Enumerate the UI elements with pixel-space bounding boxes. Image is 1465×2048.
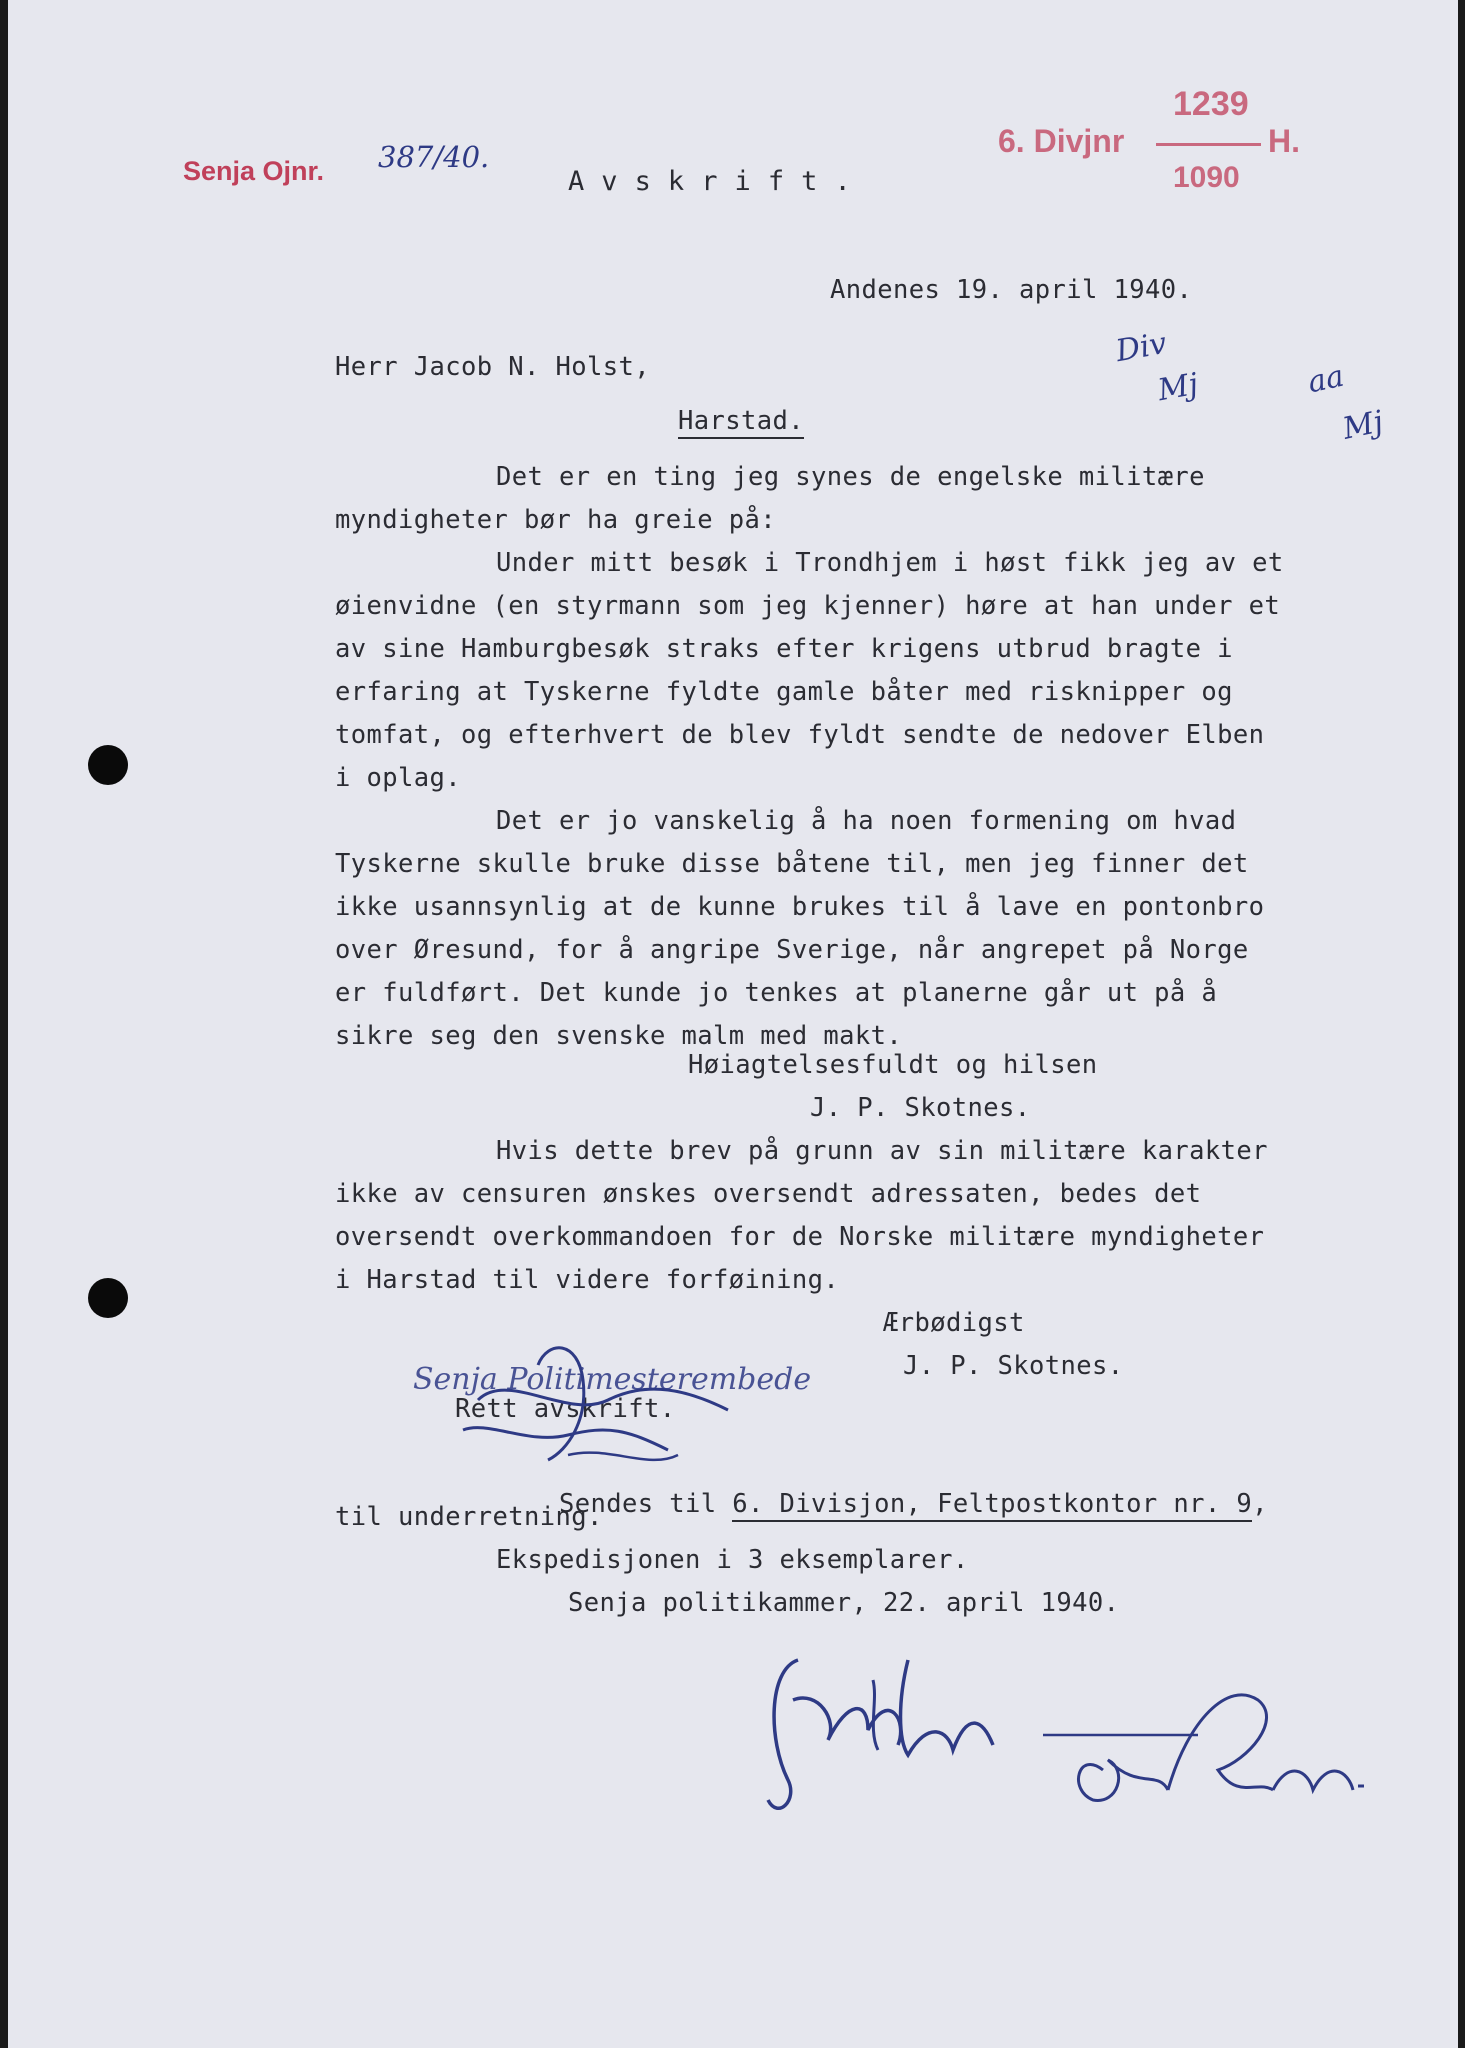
body-line: øienvidne (en styrmann som jeg kjenner) høre at han under et (335, 591, 1281, 621)
dispatch-line-2: til underretning. (335, 1502, 603, 1532)
body-line: er fuldført. Det kunde jo tenkes at planerne går ut på å (335, 978, 1218, 1008)
margin-note-mj-1: Mj (1155, 366, 1201, 409)
postscript-line: ikke av censuren ønskes oversendt adressaten, bedes det (335, 1179, 1202, 1209)
body-line: i oplag. (335, 763, 462, 793)
body-line: Tyskerne skulle bruke disse båtene til, men jeg finner det (335, 849, 1249, 879)
body-line: Det er jo vanskelig å ha noen formening om hvad (496, 806, 1237, 836)
body-line: Under mitt besøk i Trondhjem i høst fikk jeg av et (496, 548, 1284, 578)
reference-number-handwritten: 387/40. (378, 140, 490, 174)
closing-regards: Ærbødigst (883, 1308, 1025, 1338)
body-line: over Øresund, for å angripe Sverige, når angrepet på Norge (335, 935, 1249, 965)
certification-line: Rett avskrift. (455, 1394, 676, 1424)
body-line: myndigheter bør ha greie på: (335, 505, 777, 535)
document-page (8, 0, 1458, 2048)
copies-line: Ekspedisjonen i 3 eksemplarer. (496, 1545, 969, 1575)
division-stamp-subnumber: 1090 (1173, 161, 1240, 194)
official-seal-text: Senja Politimesterembede (413, 1362, 812, 1397)
place-line: Harstad. (678, 406, 804, 439)
closing-greeting: Høiagtelsesfuldt og hilsen (688, 1050, 1098, 1080)
date-line: Andenes 19. april 1940. (830, 275, 1193, 305)
dispatch-prefix: Sendes til (559, 1489, 733, 1519)
body-line: sikre seg den svenske malm med makt. (335, 1021, 903, 1051)
margin-note-div: Div (1113, 325, 1170, 370)
dispatch-target: 6. Divisjon, Feltpostkontor nr. 9 (732, 1489, 1252, 1522)
division-stamp-label: 6. Divjnr (998, 123, 1125, 159)
body-line: tomfat, og efterhvert de blev fyldt sendte de nedover Elben (335, 720, 1265, 750)
body-line: ikke usannsynlig at de kunne brukes til å lave en pontonbro (335, 892, 1265, 922)
postscript-line: oversendt overkommandoen for de Norske militære myndigheter (335, 1222, 1265, 1252)
body-line: av sine Hamburgbesøk straks efter krigens utbrud bragte i (335, 634, 1233, 664)
margin-note-aa: aa (1304, 358, 1348, 401)
margin-note-mj-2: Mj (1339, 404, 1387, 447)
journal-stamp-left: Senja Ojnr. (183, 156, 325, 186)
recipient-line: Herr Jacob N. Holst, (335, 352, 651, 382)
dispatch-suffix: , (1252, 1489, 1268, 1519)
division-stamp-number: 1239 (1173, 85, 1249, 123)
division-stamp-suffix: H. (1268, 123, 1300, 159)
handwritten-signature-right (8, 0, 1458, 2048)
postscript-line: Hvis dette brev på grunn av sin militære karakter (496, 1136, 1268, 1166)
issued-line: Senja politikammer, 22. april 1940. (568, 1588, 1120, 1618)
signer-name: J. P. Skotnes. (810, 1093, 1031, 1123)
postscript-line: i Harstad til videre forføining. (335, 1265, 840, 1295)
body-line: erfaring at Tyskerne fyldte gamle båter med risknipper og (335, 677, 1233, 707)
document-title: A v s k r i f t . (568, 166, 852, 197)
signer-name-2: J. P. Skotnes. (903, 1351, 1124, 1381)
body-line: Det er en ting jeg synes de engelske militære (496, 462, 1205, 492)
